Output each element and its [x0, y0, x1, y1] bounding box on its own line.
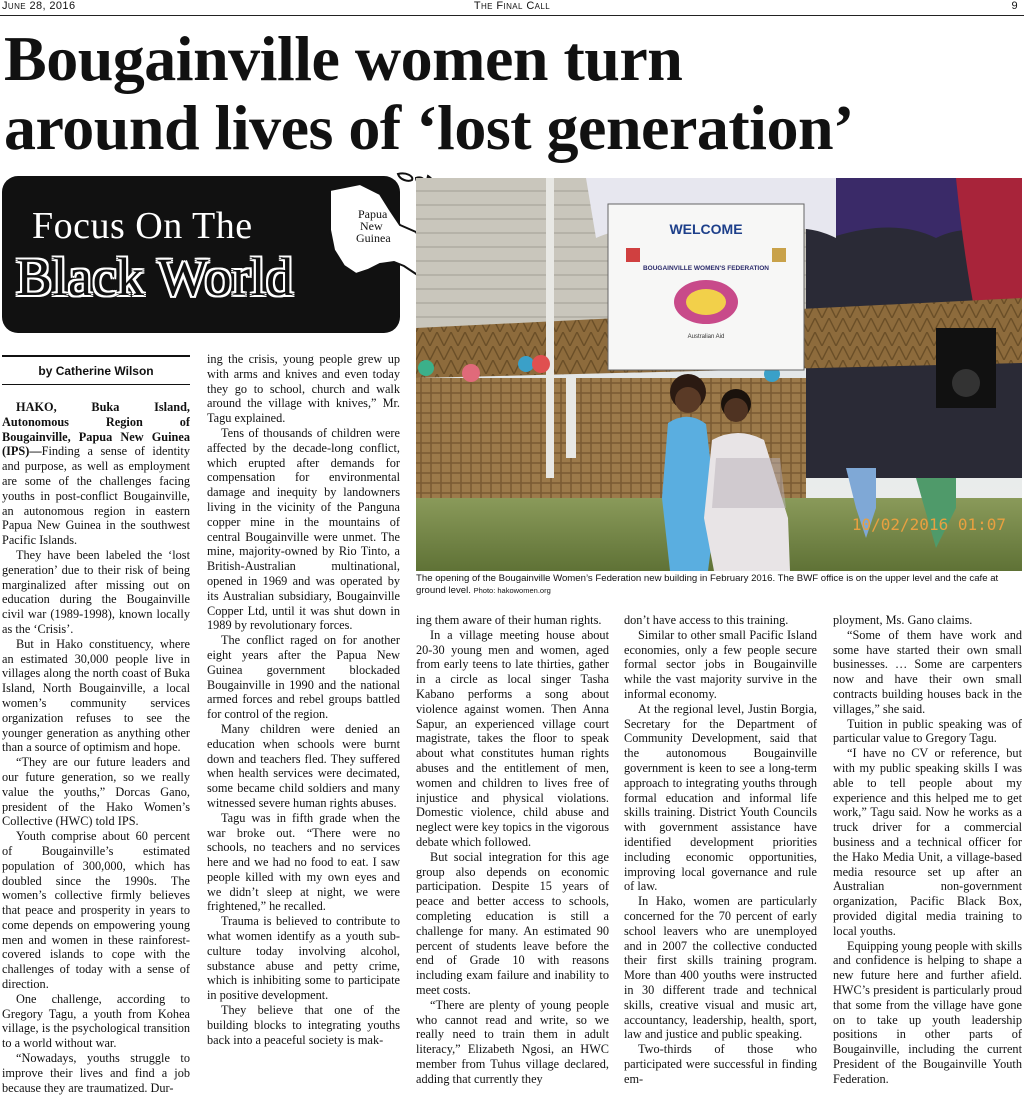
paragraph: They believe that one of the building blocks to integrating youths back into a peaceful society is mak- [207, 1003, 400, 1047]
paragraph: “There are plenty of young people who cannot read and write, so we really need to train them in adult literacy,” Elizabeth Ngosi, an HWC member from Tuhus village declared, adding that currently they [416, 997, 609, 1086]
page-number: 9 [1011, 0, 1018, 12]
paragraph: They have been labeled the ‘lost generation’ due to their risk of being marginalized after missing out on education during the Bougainville civil war (1989-1998), known locally as the ‘Crisis’. [2, 547, 190, 636]
focus-banner-line-2: Black World [16, 247, 294, 307]
paragraph: Youth comprise about 60 percent of Bougainville’s estimated population of 300,000, which has doubled since the 1990s. The women’s collective firmly believes that peace and prosperity in years to come depends on empowering young men and women in these rainforest-covered islands to cope with the challenges of today with a sense of direction. [2, 829, 190, 992]
photo-caption [416, 573, 1024, 596]
paragraph [2, 400, 190, 548]
headline-line-2: around lives of ‘lost generation’ [4, 92, 854, 163]
headline [4, 24, 1024, 162]
issue-date: June 28, 2016 [2, 0, 76, 12]
paragraph: One challenge, according to Gregory Tagu, a youth from Kohea village, is the psychological transition to a world without war. [2, 991, 190, 1051]
byline: by Catherine Wilson [38, 364, 154, 378]
sign-welcome-text: WELCOME [669, 221, 743, 237]
paragraph: Many children were denied an education when schools were burnt down and teachers fled. They suffered when health services were decimated, some became child soldiers and many witnessed severe human rights abuses. [207, 721, 400, 810]
article-column-3 [416, 613, 609, 1108]
sign-sponsor-text: Australian Aid [687, 334, 725, 340]
sign-org-text: BOUGAINVILLE WOMEN'S FEDERATION [642, 265, 770, 272]
paragraph: Similar to other small Pacific Island economies, only a few people secure formal sector jobs in Bougainville while the vast majority survive in the informal economy. [624, 627, 817, 701]
photo-timestamp: 10/02/2016 01:07 [851, 515, 1006, 534]
paragraph: Tagu was in fifth grade when the war broke out. “There were no schools, no teachers and no services here and we had no food to eat. I saw people killed with my own eyes and we didn’t sleep at night, we were frightened,” he recalled. [207, 810, 400, 914]
map-label-papua: Papua [358, 207, 388, 221]
paragraph: ing them aware of their human rights. [416, 613, 602, 627]
paragraph: Equipping young people with skills and confidence is helping to shape a new future here and further afield. HWC’s president is particularly proud that some from the village have gone on to take up youth leadership positions in other parts of Bougainville, including the current President of the Bougainville Youth Federation. [833, 938, 1022, 1086]
paragraph: At the regional level, Justin Borgia, Secretary for the Department of Community Development, said that the autonomous Bougainville government is keen to see a long-term approach to integrating youths through formal education and informal life skills training. District Youth Councils with government assistance have identified development priorities including economic opportunities, improving local governance and rule of law. [624, 701, 817, 894]
paragraph: In Hako, women are particularly concerned for the 70 percent of early school leavers who are unemployed and in 2007 the collective conducted their first skills training program. More than 400 youths were instructed in 30 different trade and technical skills, creative visual and music art, accountancy, leadership, health, sport, law and justice and public speaking. [624, 894, 817, 1042]
paragraph: “Some of them have work and some have started their own small businesses. … Some are carpenters now and have their own small contracts building houses back in the villages,” she said. [833, 627, 1022, 716]
masthead [0, 0, 1024, 16]
photo-caption-text: The opening of the Bougainville Women’s Federation new building in February 2016. The BWF office is on the upper level and the cafe at ground level. [416, 573, 999, 596]
paragraph: But social integration for this age group also depends on economic participation. Despite 15 years of peace and better access to schools, completing education is still a challenge for many. An estimated 90 percent of students leave before the end of Grade 10 with reasons including exam failure and inability to meet costs. [416, 849, 609, 997]
dateline: HAKO, Buka Island, Autonomous Region of Bougainville, Papua New Guinea (IPS)— [2, 400, 190, 459]
focus-banner-line-1: Focus On The [32, 205, 253, 247]
map-label-guinea: Guinea [356, 231, 391, 245]
paragraph: “I have no CV or reference, but with my public speaking skills I was able to tell people about my experience and this helped me to get work,” Tagu said. Now he works as a truck driver for a commercial business and a technical officer for the Hako Media Unit, a village-based media resource set up after an Australian non-government organization, Pacific Black Box, provided digital media training to local youths. [833, 746, 1022, 938]
paragraph: Two-thirds of those who participated were successful in finding em- [624, 1042, 817, 1086]
paragraph: Trauma is believed to contribute to what women identify as a youth sub-culture today involving alcohol, substance abuse and petty crime, which is inhibiting some to participate in positive development. [207, 914, 400, 1003]
headline-line-1: Bougainville women turn [4, 23, 683, 94]
article-column-2 [207, 352, 400, 1108]
article-column-5 [833, 613, 1022, 1108]
paragraph: “They are our future leaders and our future generation, so we really value the youths,” Dorcas Gano, president of the Hako Women’s Collective (HWC) told IPS. [2, 755, 190, 829]
event-photo [416, 178, 1022, 571]
newspaper-name: The Final Call [473, 0, 551, 12]
paragraph: The conflict raged on for another eight years after the Papua New Guinea government blockaded Bougainville in 1990 and the national armed forces and rebel groups battled for control of the region. [207, 633, 400, 722]
paragraph: don’t have access to this training. [624, 613, 789, 627]
paragraph: ing the crisis, young people grew up with arms and knives and even today they go to school, church and walk around the village with knives,” Mr. Tagu explained. [207, 352, 400, 426]
byline-box [2, 355, 190, 385]
article-column-4 [624, 613, 817, 1108]
article-column-1 [2, 400, 190, 1108]
map-label-new: New [360, 219, 383, 233]
paragraph: But in Hako constituency, where an estimated 30,000 people live in villages along the north coast of Buka Island, North Bougainville, a local women’s community services organization refuses to see the younger generation as anything other than a source of optimism and hope. [2, 636, 190, 755]
paragraph: ployment, Ms. Gano claims. [833, 613, 973, 627]
paragraph: “Nowadays, youths struggle to improve their lives and find a job because they are traumatized. Dur- [2, 1051, 190, 1095]
photo-credit: Photo: hakowomen.org [473, 585, 551, 595]
paragraph: Tuition in public speaking was of particular value to Gregory Tagu. [833, 716, 1022, 746]
paragraph: In a village meeting house about 20-30 young men and women, aged from early teens to late thirties, gather in a circle as local singer Tasha Kabano performs a song about violence against women. Then Anna Sapur, an experienced village court magistrate, takes the floor to speak about what constitutes human rights abuses and the entitlement of men, women and children to lives free of injustice and physical violations. Domestic violence, child abuse and neglect were key topics in the vigorous debate which followed. [416, 627, 609, 849]
paragraph-text: Finding a sense of identity and purpose, as well as employment are some of the challenges facing youths in post-conflict Bougainville, an autonomous region in eastern Papua New Guinea in the southwest Pacific Islands. [2, 444, 190, 548]
paragraph: Tens of thousands of children were affected by the decade-long conflict, which erupted after demands for compensation for environmental damage and inequity by landowners living in the vicinity of the Panguna copper mine in the mountains of central Bougainville were unmet. The mine, majority-owned by Rio Tinto, a British-Australian multinational, opened in 1969 and was operated by its Australian subsidiary, Bougainville Copper Ltd, until it was shut down in 1989 by revolutionary forces. [207, 425, 400, 633]
